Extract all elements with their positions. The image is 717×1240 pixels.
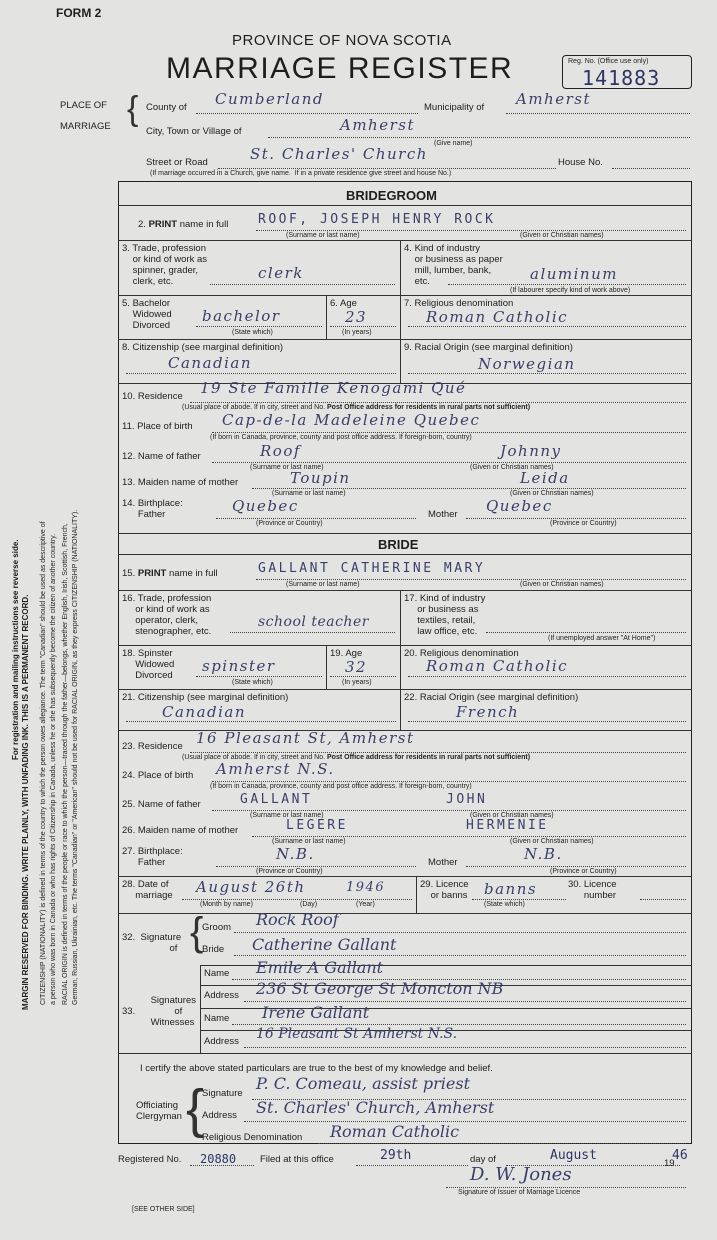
groom-years-hint: (In years) xyxy=(342,329,372,336)
bride-citizenship-value: Canadian xyxy=(162,703,247,721)
groom-father-surname: Roof xyxy=(260,442,301,460)
bride-state-hint: (State which) xyxy=(232,679,273,686)
w2-address-label: Address xyxy=(204,1036,239,1047)
see-other-side: [SEE OTHER SIDE] xyxy=(132,1206,195,1213)
bride-religion-label: 20. Religious denomination xyxy=(404,648,519,659)
year-prefix: 19 xyxy=(664,1158,675,1169)
groom-trade-value: clerk xyxy=(258,264,304,282)
bride-bp-father: N.B. xyxy=(276,845,315,863)
bride-race-label: 22. Racial Origin (see marginal definition) xyxy=(404,692,579,703)
street-label: Street or Road xyxy=(146,157,208,168)
bride-mother-label: 26. Maiden name of mother xyxy=(122,825,239,836)
filed-year: 46 xyxy=(672,1148,688,1163)
groom-residence-label: 10. Residence xyxy=(122,391,183,402)
filed-label: Filed at this office xyxy=(260,1154,334,1165)
groom-residence-value: 19 Ste Famille Kenogami Qué xyxy=(200,379,467,397)
filed-month: August xyxy=(550,1148,597,1163)
racial-def-1: RACIAL ORIGIN is defined in terms of the people or race to which the person—traced through the father—belongs, whether English, Irish, Scottish, French, xyxy=(62,523,69,1005)
marriage-label: MARRIAGE xyxy=(60,121,111,132)
officiant-address: St. Charles' Church, Amherst xyxy=(256,1098,495,1117)
bride-bp-father-hint: (Province or Country) xyxy=(256,868,323,875)
marriage-year-value: 1946 xyxy=(346,880,386,895)
groom-father-given: Johnny xyxy=(500,442,562,460)
street-value: St. Charles' Church xyxy=(250,145,428,163)
bride-given-hint: (Given or Christian names) xyxy=(520,581,604,588)
bride-industry-label: 17. Kind of industry or business as textiles, retail, law office, etc. xyxy=(404,593,486,637)
side-instruction-1: MARGIN RESERVED FOR BINDING. WRITE PLAINLY, WITH UNFADING INK. THIS IS A PERMANENT RECORD. xyxy=(21,594,30,1010)
licence-label: 29. Licence or banns xyxy=(420,879,469,901)
issuer-signature: D. W. Jones xyxy=(470,1164,572,1185)
bride-pob-value: Amherst N.S. xyxy=(216,760,335,778)
groom-given-hint: (Given or Christian names) xyxy=(520,232,604,239)
give-name-hint: (Give name) xyxy=(434,140,473,147)
marriage-date-value: August 26th xyxy=(196,878,306,896)
w1-address-label: Address xyxy=(204,990,239,1001)
groom-signature: Rock Roof xyxy=(256,910,339,929)
bride-age-label: 19. Age xyxy=(330,648,363,659)
citizenship-def-1: CITIZENSHIP (NATIONALITY) is defined in terms of the country to which the person owes allegiance. The term "Canadian" should be used as descriptive of xyxy=(40,521,47,1005)
municipality-label: Municipality of xyxy=(424,102,485,113)
groom-father-label: 12. Name of father xyxy=(122,451,201,462)
groom-mother-label: 13. Maiden name of mother xyxy=(122,477,239,488)
filed-day: 29th xyxy=(380,1148,412,1163)
brace: { xyxy=(127,90,139,128)
groom-state-hint: (State which) xyxy=(232,329,273,336)
groom-status-label: 5. Bachelor Widowed Divorced xyxy=(122,298,172,331)
groom-bp-father-hint: (Province or Country) xyxy=(256,520,323,527)
officiant-rel-label: Religious Denomination xyxy=(202,1132,303,1143)
groom-religion-label: 7. Religious denomination xyxy=(404,298,514,309)
bride-birthplace-label: 27. Birthplace: Father xyxy=(122,846,183,868)
bride-status-value: spinster xyxy=(202,657,276,675)
officiant-religion: Roman Catholic xyxy=(330,1122,460,1141)
county-value: Cumberland xyxy=(215,90,325,108)
groom-religion-value: Roman Catholic xyxy=(426,308,569,326)
form-number: FORM 2 xyxy=(56,6,102,20)
officiant-sig-label: Signature xyxy=(202,1088,243,1099)
city-value: Amherst xyxy=(340,116,415,134)
bride-pob-label: 24. Place of birth xyxy=(122,770,194,781)
groom-bp-father: Quebec xyxy=(232,497,299,515)
groom-status-value: bachelor xyxy=(202,307,281,325)
groom-citizenship-label: 8. Citizenship (see marginal definition) xyxy=(122,342,284,353)
bride-sig-label: Bride xyxy=(202,944,225,955)
groom-mother-given-hint: (Given or Christian names) xyxy=(510,490,594,497)
bride-mother-given: HERMENIE xyxy=(466,818,549,833)
day-hint: (Day) xyxy=(300,901,318,908)
w1-name-label: Name xyxy=(204,968,230,979)
racial-def-2: German, Russian, Ukrainian, etc. The terms "Canadian" or "American" should not be used for RACIAL ORIGIN, as they express CITIZENSHIP (NATIONALITY). xyxy=(72,509,79,1005)
bridegroom-heading: BRIDEGROOM xyxy=(346,188,437,203)
house-label: House No. xyxy=(558,157,603,168)
bride-residence-value: 16 Pleasant St, Amherst xyxy=(196,729,415,747)
issuer-label: Signature of Issuer of Marriage Licence xyxy=(458,1189,581,1196)
labourer-hint: (If labourer specify kind of work above) xyxy=(510,287,631,294)
bride-father-surname-hint: (Surname or last name) xyxy=(250,812,324,819)
day-of-label: day of xyxy=(470,1154,496,1165)
year-hint: (Year) xyxy=(356,901,375,908)
certify-text: I certify the above stated particulars are true to the best of my knowledge and belief. xyxy=(140,1063,493,1074)
municipality-value: Amherst xyxy=(516,90,591,108)
officiant-signature: P. C. Comeau, assist priest xyxy=(256,1074,470,1093)
groom-age-label: 6. Age xyxy=(330,298,357,309)
bride-age-value: 32 xyxy=(345,658,368,676)
witness-num: 33. xyxy=(122,1006,136,1017)
citizenship-def-2: a person who was born in Canada or who has rights of Citizenship in Canada, unless he or she has subsequently become the citizen of another country. xyxy=(50,533,57,1005)
groom-race-value: Norwegian xyxy=(478,355,576,373)
bride-name-label: 15. PRINT name in full xyxy=(122,568,218,579)
groom-sig-label: Groom xyxy=(202,922,232,933)
groom-bp-mother: Quebec xyxy=(486,497,553,515)
groom-pob-value: Cap-de-la Madeleine Quebec xyxy=(222,411,481,429)
page-title: MARRIAGE REGISTER xyxy=(166,52,514,85)
groom-industry-value: aluminum xyxy=(530,265,618,283)
bride-bp-mother-hint: (Province or Country) xyxy=(550,868,617,875)
groom-pob-label: 11. Place of birth xyxy=(122,421,193,432)
bride-race-value: French xyxy=(456,703,520,721)
groom-surname-hint: (Surname or last name) xyxy=(286,232,360,239)
bride-years-hint: (In years) xyxy=(342,679,372,686)
groom-bp-mother-hint: (Province or Country) xyxy=(550,520,617,527)
signature-label: 32. Signature of xyxy=(122,932,182,954)
bride-mother-surname: LEGERE xyxy=(286,818,348,833)
groom-race-label: 9. Racial Origin (see marginal definition) xyxy=(404,342,573,353)
place-notes: (If marriage occurred in a Church, give name. If in a private residence give street and house No.) xyxy=(150,170,452,177)
sig-brace: { xyxy=(190,910,204,954)
groom-res-hint: (Usual place of abode. If in city, street and No. Post Office address for residents in rural parts not sufficient) xyxy=(182,404,531,411)
bride-pob-hint: (If born in Canada, province, county and post office address. If foreign-born, country) xyxy=(210,783,472,790)
groom-citizenship-value: Canadian xyxy=(168,354,253,372)
witness-label: Signatures of Witnesses xyxy=(150,995,196,1028)
bride-heading: BRIDE xyxy=(378,537,419,552)
bride-father-label: 25. Name of father xyxy=(122,799,201,810)
groom-trade-label: 3. Trade, profession or kind of work as spinner, grader, clerk, etc. xyxy=(122,243,208,287)
groom-industry-label: 4. Kind of industry or business as paper mill, lumber, bank, etc. xyxy=(404,243,503,287)
groom-mother-surname-hint: (Surname or last name) xyxy=(272,490,346,497)
bride-mother-given-hint: (Given or Christian names) xyxy=(510,838,594,845)
bride-signature: Catherine Gallant xyxy=(252,935,397,954)
witness2-name: Irene Gallant xyxy=(262,1003,370,1022)
groom-name-value: ROOF, JOSEPH HENRY ROCK xyxy=(258,212,496,227)
place-of-label: PLACE OF xyxy=(60,100,107,111)
city-label: City, Town or Village of xyxy=(146,126,242,137)
bride-status-label: 18. Spinster Widowed Divorced xyxy=(122,648,175,681)
groom-mother-surname: Toupin xyxy=(290,469,351,487)
side-instruction-2: For registration and mailing instructions see reverse side. xyxy=(11,539,20,760)
licence-number-label: 30. Licence number xyxy=(568,879,617,901)
licence-hint: (State which) xyxy=(484,901,525,908)
bride-res-hint: (Usual place of abode. If in city, street and No. Post Office address for residents in rural parts not sufficient) xyxy=(182,754,531,761)
groom-bp-mother-label: Mother xyxy=(428,509,458,520)
bride-father-surname: GALLANT xyxy=(240,792,313,807)
bride-surname-hint: (Surname or last name) xyxy=(286,581,360,588)
bride-bp-mother-label: Mother xyxy=(428,857,458,868)
groom-name-label: 2. PRINT name in full xyxy=(138,219,229,230)
cert-brace: { xyxy=(186,1079,205,1139)
groom-birthplace-label: 14. Birthplace: Father xyxy=(122,498,183,520)
bride-trade-label: 16. Trade, profession or kind of work as operator, clerk, stenographer, etc. xyxy=(122,593,212,637)
officiating-label: Officiating Clergyman xyxy=(136,1100,182,1122)
groom-father-surname-hint: (Surname or last name) xyxy=(250,464,324,471)
witness1-address: 236 St George St Moncton NB xyxy=(256,979,504,998)
reg-no-label: Reg. No. (Office use only) xyxy=(568,58,649,65)
unemployed-hint: (If unemployed answer "At Home") xyxy=(548,635,656,642)
w2-name-label: Name xyxy=(204,1013,230,1024)
reg-no-value: 141883 xyxy=(582,66,661,90)
officiant-address-label: Address xyxy=(202,1110,237,1121)
bride-citizenship-label: 21. Citizenship (see marginal definition) xyxy=(122,692,289,703)
groom-father-given-hint: (Given or Christian names) xyxy=(470,464,554,471)
bride-mother-surname-hint: (Surname or last name) xyxy=(272,838,346,845)
bride-trade-value: school teacher xyxy=(258,614,369,630)
bride-name-value: GALLANT CATHERINE MARY xyxy=(258,561,486,576)
groom-pob-hint: (If born in Canada, province, county and post office address. If foreign-born, country) xyxy=(210,434,472,441)
bride-religion-value: Roman Catholic xyxy=(426,657,569,675)
province-title: PROVINCE OF NOVA SCOTIA xyxy=(232,32,452,49)
month-hint: (Month by name) xyxy=(200,901,253,908)
bride-father-given: JOHN xyxy=(446,792,488,807)
licence-value: banns xyxy=(484,880,538,898)
witness2-address: 16 Pleasant St Amherst N.S. xyxy=(256,1026,458,1042)
registered-label: Registered No. xyxy=(118,1154,182,1165)
bride-bp-mother: N.B. xyxy=(524,845,563,863)
registered-number: 20880 xyxy=(200,1152,237,1166)
witness1-name: Emile A Gallant xyxy=(256,958,384,977)
bride-father-given-hint: (Given or Christian names) xyxy=(470,812,554,819)
groom-mother-given: Leida xyxy=(520,469,570,487)
groom-age-value: 23 xyxy=(345,308,368,326)
bride-residence-label: 23. Residence xyxy=(122,741,183,752)
date-label: 28. Date of marriage xyxy=(122,879,173,901)
county-label: County of xyxy=(146,102,187,113)
